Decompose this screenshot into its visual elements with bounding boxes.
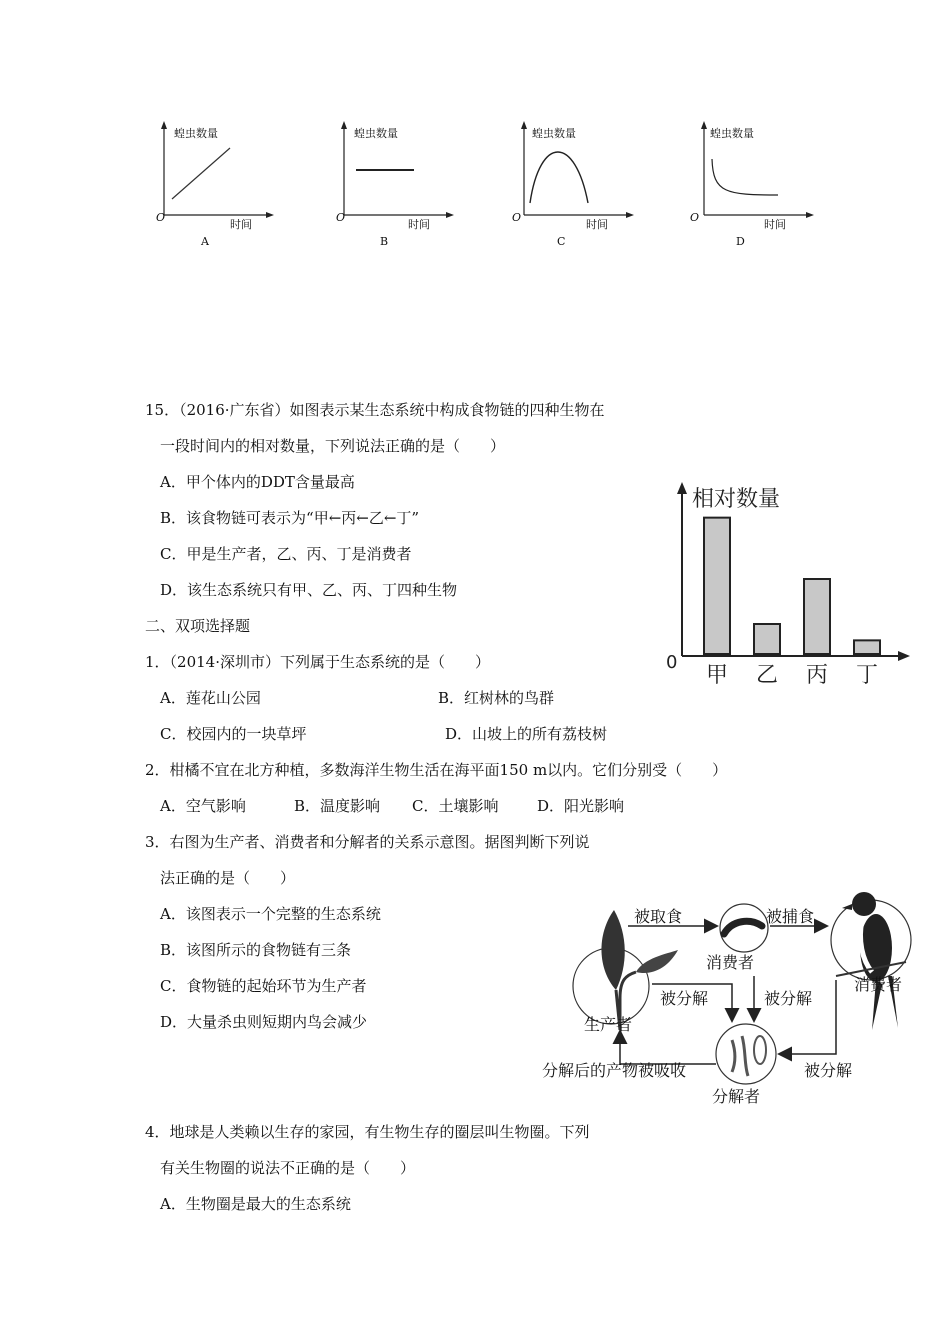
q15-option-a: A．甲个体内的DDT含量最高 bbox=[160, 473, 355, 491]
q2-option-c: C．土壤影响 bbox=[412, 797, 499, 815]
relative-quantity-chart bbox=[660, 478, 920, 690]
bar-2 bbox=[754, 624, 780, 654]
graph-c-curve bbox=[530, 152, 588, 203]
bar-label-3: 丙 bbox=[805, 663, 829, 688]
graph-c-label: C bbox=[557, 235, 566, 248]
graph-b-label: B bbox=[380, 235, 389, 248]
q15-option-d: D．该生态系统只有甲、乙、丙、丁四种生物 bbox=[160, 581, 458, 599]
bird-icon bbox=[836, 892, 906, 1030]
label-caught: 被捕食 bbox=[766, 907, 815, 926]
chart-origin: 0 bbox=[666, 652, 678, 673]
q1-option-d: D．山坡上的所有荔枝树 bbox=[445, 725, 608, 743]
label-decomposer: 分解者 bbox=[712, 1087, 761, 1106]
bar-label-2: 乙 bbox=[755, 663, 779, 688]
q15-option-b: B．该食物链可表示为“甲←丙←乙←丁” bbox=[160, 509, 420, 527]
q15-stem-line2: 一段时间内的相对数量，下列说法正确的是（ ） bbox=[160, 437, 506, 455]
q3-stem-line2: 法正确的是（ ） bbox=[160, 869, 296, 887]
q4-option-a: A．生物圈是最大的生态系统 bbox=[160, 1195, 351, 1213]
label-absorbed: 分解后的产物被吸收 bbox=[542, 1061, 687, 1080]
label-decomposed1: 被分解 bbox=[660, 989, 709, 1008]
bacteria-icon bbox=[732, 1036, 766, 1076]
q2-option-a: A．空气影响 bbox=[160, 797, 246, 815]
q3-option-d: D．大量杀虫则短期内鸟会减少 bbox=[160, 1013, 368, 1031]
bar-1 bbox=[704, 518, 730, 654]
chart-ylabel: 相对数量 bbox=[692, 487, 781, 512]
q1-option-c: C．校园内的一块草坪 bbox=[160, 725, 307, 743]
graph-a-origin: O bbox=[156, 211, 166, 224]
q3-stem-line1: 3．右图为生产者、消费者和分解者的关系示意图。据图判断下列说 bbox=[145, 833, 590, 851]
label-consumer2: 消费者 bbox=[854, 975, 903, 994]
q2-option-b: B．温度影响 bbox=[294, 797, 381, 815]
graph-c-xlabel: 时间 bbox=[586, 218, 608, 231]
graph-d-origin: O bbox=[690, 211, 700, 224]
q15-option-c: C．甲是生产者，乙、丙、丁是消费者 bbox=[160, 545, 412, 563]
q15-stem-line1: 15．（2016·广东省）如图表示某生态系统中构成食物链的四种生物在 bbox=[145, 401, 605, 419]
bar-3 bbox=[804, 579, 830, 654]
graph-a-xlabel: 时间 bbox=[230, 218, 252, 231]
caterpillar-icon bbox=[724, 921, 762, 934]
graph-a-ylabel: 蝗虫数量 bbox=[174, 127, 218, 140]
q3-option-c: C．食物链的起始环节为生产者 bbox=[160, 977, 367, 995]
q1-stem: 1．（2014·深圳市）下列属于生态系统的是（ ） bbox=[145, 653, 490, 671]
graph-options bbox=[140, 115, 820, 255]
q3-option-a: A．该图表示一个完整的生态系统 bbox=[160, 905, 381, 923]
label-consumer1: 消费者 bbox=[706, 953, 755, 972]
label-decomposed3: 被分解 bbox=[804, 1061, 853, 1080]
graph-c-origin: O bbox=[512, 211, 522, 224]
q2-stem: 2．柑橘不宜在北方种植，多数海洋生物生活在海平面150 m以内。它们分别受（ ） bbox=[145, 761, 728, 779]
graph-d-xlabel: 时间 bbox=[764, 218, 786, 231]
ecosystem-diagram bbox=[536, 880, 916, 1112]
label-decomposed2: 被分解 bbox=[764, 989, 813, 1008]
graph-b-ylabel: 蝗虫数量 bbox=[354, 127, 398, 140]
graph-d-ylabel: 蝗虫数量 bbox=[710, 127, 754, 140]
graph-a-label: A bbox=[201, 235, 209, 248]
arrow-absorbed bbox=[620, 1032, 716, 1064]
graph-b-origin: O bbox=[336, 211, 346, 224]
label-producer: 生产者 bbox=[584, 1015, 633, 1034]
q4-stem-line2: 有关生物圈的说法不正确的是（ ） bbox=[160, 1159, 416, 1177]
graph-d-curve bbox=[712, 159, 778, 195]
bar-label-4: 丁 bbox=[855, 663, 879, 688]
graph-b-xlabel: 时间 bbox=[408, 218, 430, 231]
q4-stem-line1: 4．地球是人类赖以生存的家园，有生物生存的圈层叫生物圈。下列 bbox=[145, 1123, 590, 1141]
graph-c-ylabel: 蝗虫数量 bbox=[532, 127, 576, 140]
graph-d-label: D bbox=[736, 235, 745, 248]
q1-option-b: B．红树林的鸟群 bbox=[438, 689, 555, 707]
q3-option-b: B．该图所示的食物链有三条 bbox=[160, 941, 352, 959]
bar-4 bbox=[854, 640, 880, 654]
plant-icon bbox=[601, 910, 678, 1030]
section-title: 二、双项选择题 bbox=[145, 617, 251, 635]
graph-a-curve bbox=[172, 148, 230, 199]
bar-label-1: 甲 bbox=[705, 663, 729, 688]
label-eaten: 被取食 bbox=[634, 907, 683, 926]
q1-option-a: A．莲花山公园 bbox=[160, 689, 261, 707]
q2-option-d: D．阳光影响 bbox=[537, 797, 625, 815]
